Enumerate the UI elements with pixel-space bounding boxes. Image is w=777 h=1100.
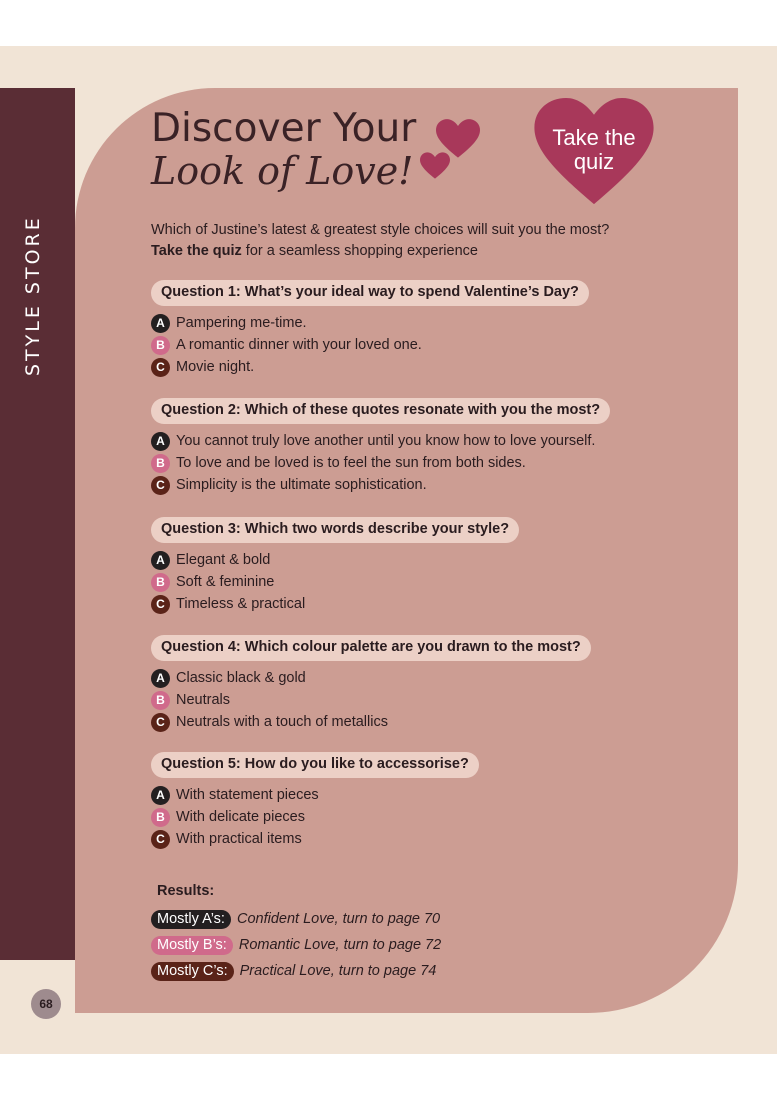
sidebar — [0, 88, 75, 960]
option-text: Timeless & practical — [176, 596, 306, 612]
badge-line2: quiz — [573, 149, 615, 174]
option-badge-a: A — [151, 551, 170, 570]
question-2-option-b[interactable] — [151, 452, 751, 474]
sidebar-label: STYLE STORE — [22, 215, 44, 376]
question-4 — [151, 635, 751, 733]
option-badge-b: B — [151, 691, 170, 710]
question-5-option-a[interactable] — [151, 784, 751, 806]
option-badge-a: A — [151, 314, 170, 333]
option-text: Classic black & gold — [176, 670, 306, 686]
option-badge-c: C — [151, 830, 170, 849]
option-badge-a: A — [151, 786, 170, 805]
question-1-option-a[interactable] — [151, 312, 751, 334]
result-text-b: Romantic Love, turn to page 72 — [238, 937, 442, 953]
question-1-option-b[interactable] — [151, 334, 751, 356]
option-text: A romantic dinner with your loved one. — [176, 337, 422, 353]
question-5-option-b[interactable] — [151, 806, 751, 828]
intro-text-end: for a seamless shopping experience — [241, 243, 478, 259]
option-text: To love and be loved is to feel the sun from both sides. — [176, 455, 526, 471]
take-quiz-badge — [538, 126, 650, 174]
option-badge-b: B — [151, 336, 170, 355]
option-badge-c: C — [151, 595, 170, 614]
question-2-option-c[interactable] — [151, 474, 751, 496]
result-label-c: Mostly C’s: — [151, 962, 234, 981]
result-label-a: Mostly A’s: — [151, 910, 231, 929]
result-row-a — [151, 908, 440, 930]
question-4-option-c[interactable] — [151, 711, 751, 733]
badge-line1: Take the — [552, 125, 636, 150]
option-text: With delicate pieces — [176, 809, 305, 825]
question-4-option-b[interactable] — [151, 689, 751, 711]
result-label-b: Mostly B’s: — [151, 936, 233, 955]
option-text: With statement pieces — [176, 787, 319, 803]
heart-small-icon — [420, 152, 450, 180]
option-text: Simplicity is the ultimate sophistication. — [176, 477, 427, 493]
option-text: Neutrals with a touch of metallics — [176, 714, 388, 730]
page-title-line2: Look of Love! — [151, 149, 414, 193]
option-badge-b: B — [151, 454, 170, 473]
result-text-a: Confident Love, turn to page 70 — [236, 911, 441, 927]
question-5-option-c[interactable] — [151, 828, 751, 850]
option-badge-b: B — [151, 808, 170, 827]
result-text-c: Practical Love, turn to page 74 — [239, 963, 437, 979]
intro-text: Which of Justine’s latest & greatest style choices will suit you the most? — [151, 222, 610, 238]
intro-paragraph — [151, 220, 621, 262]
question-5-label: Question 5: How do you like to accessorise? — [151, 752, 479, 778]
intro-bold: Take the quiz — [151, 243, 242, 259]
option-badge-c: C — [151, 358, 170, 377]
question-1 — [151, 280, 751, 378]
option-badge-a: A — [151, 432, 170, 451]
option-text: With practical items — [176, 831, 302, 847]
question-5 — [151, 752, 751, 850]
question-3 — [151, 517, 751, 615]
question-2-option-a[interactable] — [151, 430, 751, 452]
option-badge-c: C — [151, 476, 170, 495]
option-badge-b: B — [151, 573, 170, 592]
question-2 — [151, 398, 751, 496]
question-1-label: Question 1: What’s your ideal way to spend Valentine’s Day? — [151, 280, 589, 306]
question-1-option-c[interactable] — [151, 356, 751, 378]
question-3-option-c[interactable] — [151, 593, 751, 615]
question-4-option-a[interactable] — [151, 667, 751, 689]
option-text: You cannot truly love another until you know how to love yourself. — [176, 433, 596, 449]
results-title: Results: — [157, 883, 215, 899]
question-3-option-b[interactable] — [151, 571, 751, 593]
result-row-b — [151, 934, 441, 956]
option-text: Movie night. — [176, 359, 255, 375]
question-2-label: Question 2: Which of these quotes resonate with you the most? — [151, 398, 610, 424]
option-text: Elegant & bold — [176, 552, 271, 568]
option-text: Neutrals — [176, 692, 230, 708]
question-3-label: Question 3: Which two words describe your style? — [151, 517, 519, 543]
option-badge-a: A — [151, 669, 170, 688]
question-4-label: Question 4: Which colour palette are you drawn to the most? — [151, 635, 591, 661]
result-row-c — [151, 960, 436, 982]
page-number: 68 — [31, 989, 61, 1019]
option-text: Pampering me-time. — [176, 315, 307, 331]
option-text: Soft & feminine — [176, 574, 275, 590]
option-badge-c: C — [151, 713, 170, 732]
page-title-line1: Discover Your — [151, 106, 417, 151]
question-3-option-a[interactable] — [151, 549, 751, 571]
